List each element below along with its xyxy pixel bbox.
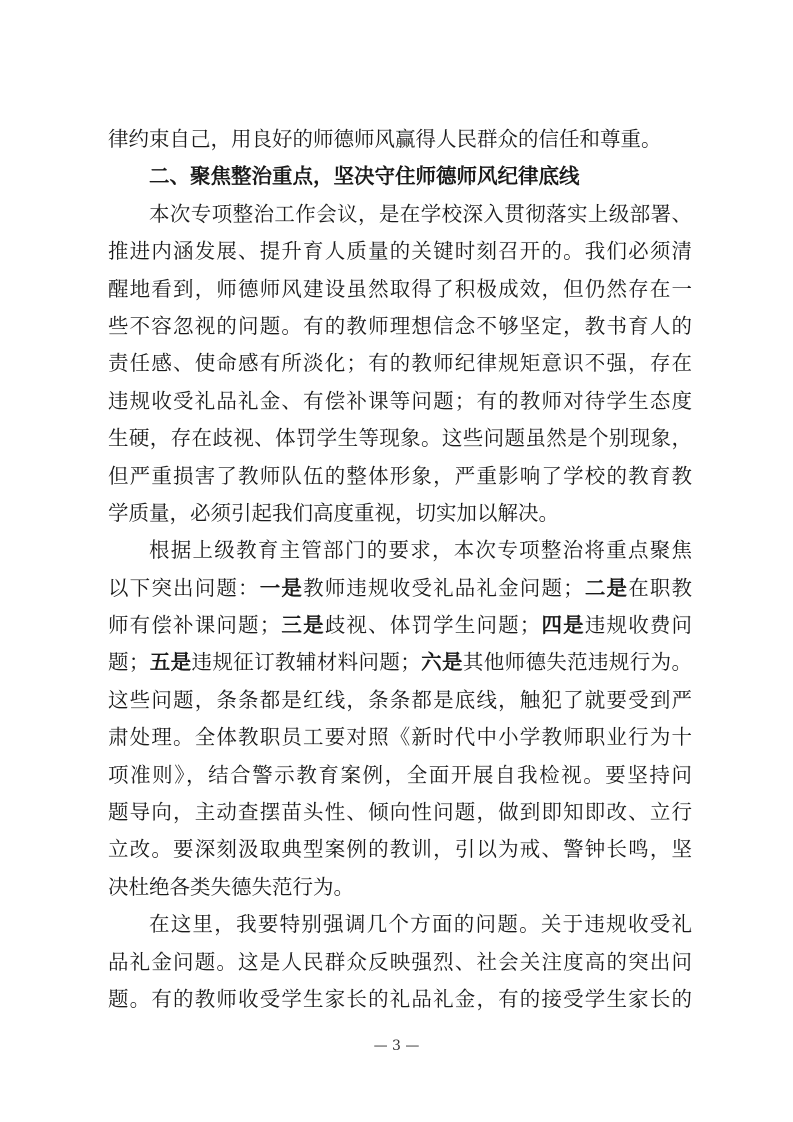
- text-segment: 律约束自己，用良好的师德师风赢得人民群众的信任和尊重。: [108, 127, 662, 151]
- text-segment: 歧视、体罚学生问题；: [324, 613, 541, 638]
- page-number: — 3 —: [373, 1038, 420, 1054]
- text-line: [108, 233, 692, 270]
- text-segment: 违规收受礼品礼金、有偿补课等问题；有的教师对待学生态度: [108, 388, 692, 413]
- text-line: [108, 383, 692, 420]
- text-segment: 违规收费问: [584, 613, 692, 638]
- text-line: [108, 757, 692, 794]
- text-line: [108, 495, 692, 532]
- text-segment: 题。有的教师收受学生家长的礼品礼金，有的接受学生家长的: [108, 986, 692, 1011]
- text-segment: 学质量，必须引起我们高度重视，切实加以解决。: [108, 500, 559, 525]
- text-segment: 责任感、使命感有所淡化；有的教师纪律规矩意识不强，存在: [108, 351, 692, 376]
- text-line: [108, 532, 692, 569]
- text-segment: 本次专项整治工作会议，是在学校深入贯彻落实上级部署、: [149, 201, 692, 226]
- text-segment: 些不容忽视的问题。有的教师理想信念不够坚定，教书育人的: [108, 313, 692, 338]
- text-segment: 这些问题，条条都是红线，条条都是底线，触犯了就要受到严: [108, 687, 692, 712]
- bold-text: 三是: [280, 613, 325, 638]
- text-line: [108, 607, 692, 644]
- text-line: [108, 196, 692, 233]
- text-line: [108, 944, 692, 981]
- text-line: [108, 271, 692, 308]
- text-line: [108, 420, 692, 457]
- text-segment: 但严重损害了教师队伍的整体形象，严重影响了学校的教育教: [108, 463, 692, 488]
- section-heading: [108, 158, 692, 195]
- bold-text: 五是: [149, 650, 192, 675]
- text-segment: 立改。要深刻汲取典型案例的教训，引以为戒、警钟长鸣，坚: [108, 837, 692, 862]
- bold-text: 二、聚焦整治重点，坚决守住师德师风纪律底线: [149, 164, 580, 189]
- text-line: [108, 644, 692, 681]
- text-line: [108, 906, 692, 943]
- text-line: [108, 570, 692, 607]
- text-line: [108, 121, 692, 158]
- text-line: [108, 831, 692, 868]
- text-segment: 项准则》，结合警示教育案例，全面开展自我检视。要坚持问: [108, 762, 692, 787]
- text-line: [108, 308, 692, 345]
- text-line: [108, 458, 692, 495]
- text-segment: 醒地看到，师德师风建设虽然取得了积极成效，但仍然存在一: [108, 276, 692, 301]
- bold-text: 六是: [420, 650, 463, 675]
- text-segment: 教师违规收受礼品礼金问题；: [303, 575, 584, 600]
- document-body: [108, 121, 692, 1018]
- bold-text: 一是: [259, 575, 304, 600]
- text-line: [108, 345, 692, 382]
- text-segment: 违规征订教辅材料问题；: [191, 650, 421, 675]
- text-segment: 品礼金问题。这是人民群众反映强烈、社会关注度高的突出问: [108, 949, 692, 974]
- text-segment: 其他师德失范违规行为。: [462, 650, 692, 675]
- text-segment: 肃处理。全体教职员工要对照《新时代中小学教师职业行为十: [108, 725, 692, 750]
- text-line: [108, 869, 692, 906]
- text-segment: 以下突出问题：: [108, 575, 260, 600]
- text-segment: 题导向，主动查摆苗头性、倾向性问题，做到即知即改、立行: [108, 800, 692, 825]
- text-line: [108, 682, 692, 719]
- text-segment: 决杜绝各类失德失范行为。: [108, 874, 354, 899]
- text-line: [108, 719, 692, 756]
- text-segment: 在这里，我要特别强调几个方面的问题。关于违规收受礼: [149, 912, 692, 937]
- bold-text: 二是: [583, 575, 629, 600]
- text-segment: 在职教: [628, 575, 692, 600]
- text-line: [108, 794, 692, 831]
- bold-text: 四是: [540, 613, 585, 638]
- text-line: [108, 981, 692, 1018]
- text-segment: 师有偿补课问题；: [108, 613, 281, 638]
- text-segment: 生硬，存在歧视、体罚学生等现象。这些问题虽然是个别现象，: [108, 426, 692, 451]
- text-segment: 推进内涵发展、提升育人质量的关键时刻召开的。我们必须清: [108, 239, 692, 264]
- text-segment: 根据上级教育主管部门的要求，本次专项整治将重点聚焦: [149, 538, 692, 563]
- text-segment: 题；: [108, 650, 150, 675]
